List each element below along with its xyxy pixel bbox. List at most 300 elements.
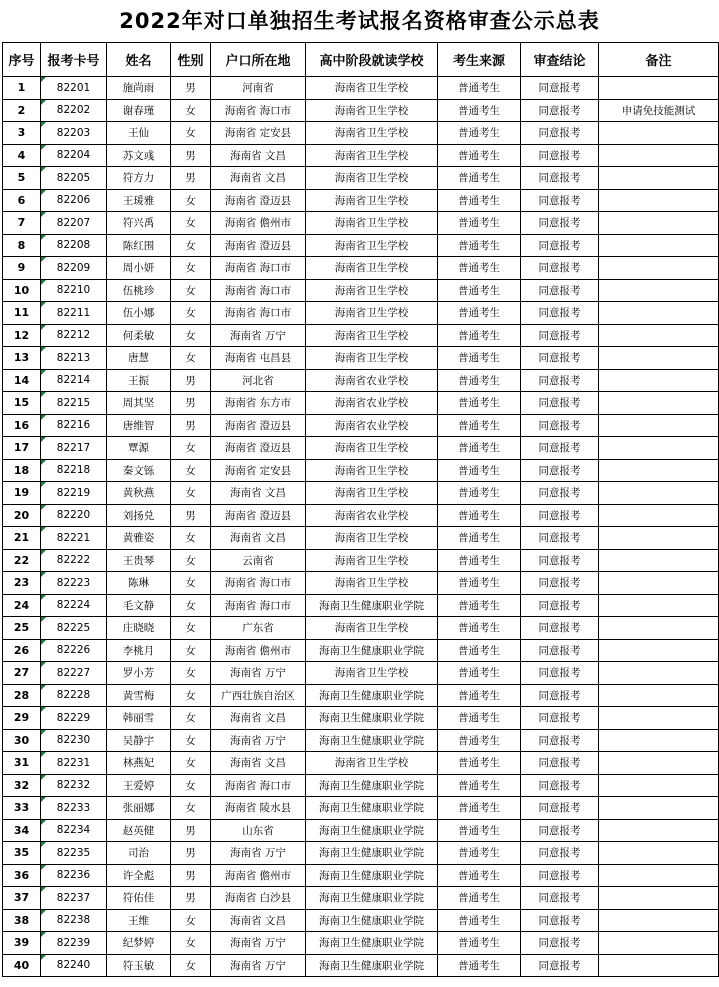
- cell-name: 符兴禹: [107, 212, 171, 235]
- cell-seq: 12: [3, 324, 41, 347]
- cell-school: 海南省卫生学校: [306, 279, 438, 302]
- cell-name: 符佑佳: [107, 887, 171, 910]
- cell-residence: 海南省 定安县: [211, 122, 306, 145]
- cell-residence: 河北省: [211, 369, 306, 392]
- cell-card-no: 82213: [41, 347, 107, 370]
- cell-result: 同意报考: [521, 819, 599, 842]
- cell-card-no: 82219: [41, 482, 107, 505]
- cell-card-no: 82215: [41, 392, 107, 415]
- cell-source: 普通考生: [438, 99, 521, 122]
- cell-gender: 女: [171, 909, 211, 932]
- cell-residence: 海南省 海口市: [211, 99, 306, 122]
- cell-source: 普通考生: [438, 459, 521, 482]
- cell-note: [599, 437, 719, 460]
- cell-name: 黄雅姿: [107, 527, 171, 550]
- cell-gender: 女: [171, 324, 211, 347]
- table-row: [3, 639, 719, 662]
- cell-school: 海南卫生健康职业学院: [306, 842, 438, 865]
- cell-gender: 女: [171, 234, 211, 257]
- table-row: [3, 122, 719, 145]
- cell-result: 同意报考: [521, 527, 599, 550]
- cell-card-no: 82239: [41, 932, 107, 955]
- cell-residence: 广东省: [211, 617, 306, 640]
- cell-name: 施尚雨: [107, 77, 171, 100]
- table-row: [3, 527, 719, 550]
- cell-gender: 女: [171, 932, 211, 955]
- table-row: [3, 774, 719, 797]
- table-row: [3, 594, 719, 617]
- cell-name: 纪梦婷: [107, 932, 171, 955]
- cell-name: 伍小娜: [107, 302, 171, 325]
- cell-card-no: 82206: [41, 189, 107, 212]
- cell-gender: 男: [171, 144, 211, 167]
- cell-card-no: 82202: [41, 99, 107, 122]
- cell-school: 海南省卫生学校: [306, 752, 438, 775]
- cell-card-no: 82233: [41, 797, 107, 820]
- cell-school: 海南省卫生学校: [306, 302, 438, 325]
- cell-name: 谢春瑾: [107, 99, 171, 122]
- cell-residence: 海南省 万宁: [211, 954, 306, 977]
- cell-card-no: 82217: [41, 437, 107, 460]
- cell-note: [599, 234, 719, 257]
- header-row: [3, 43, 719, 77]
- cell-residence: 海南省 海口市: [211, 302, 306, 325]
- cell-seq: 34: [3, 819, 41, 842]
- cell-gender: 女: [171, 122, 211, 145]
- cell-source: 普通考生: [438, 189, 521, 212]
- cell-name: 苏文彧: [107, 144, 171, 167]
- cell-note: [599, 752, 719, 775]
- cell-residence: 海南省 陵水县: [211, 797, 306, 820]
- cell-school: 海南省卫生学校: [306, 437, 438, 460]
- cell-gender: 男: [171, 77, 211, 100]
- cell-source: 普通考生: [438, 887, 521, 910]
- table-row: [3, 347, 719, 370]
- cell-gender: 女: [171, 729, 211, 752]
- cell-card-no: 82230: [41, 729, 107, 752]
- cell-seq: 2: [3, 99, 41, 122]
- cell-name: 庄晓晓: [107, 617, 171, 640]
- cell-name: 王爱婷: [107, 774, 171, 797]
- cell-source: 普通考生: [438, 437, 521, 460]
- cell-card-no: 82204: [41, 144, 107, 167]
- cell-gender: 男: [171, 392, 211, 415]
- cell-seq: 7: [3, 212, 41, 235]
- cell-gender: 男: [171, 842, 211, 865]
- table-row: [3, 144, 719, 167]
- cell-seq: 40: [3, 954, 41, 977]
- cell-result: 同意报考: [521, 594, 599, 617]
- cell-school: 海南卫生健康职业学院: [306, 729, 438, 752]
- cell-result: 同意报考: [521, 549, 599, 572]
- cell-residence: 海南省 文昌: [211, 527, 306, 550]
- cell-gender: 女: [171, 347, 211, 370]
- cell-gender: 女: [171, 302, 211, 325]
- cell-seq: 1: [3, 77, 41, 100]
- cell-source: 普通考生: [438, 482, 521, 505]
- cell-seq: 16: [3, 414, 41, 437]
- table-row: [3, 752, 719, 775]
- cell-card-no: 82228: [41, 684, 107, 707]
- cell-name: 何柔敏: [107, 324, 171, 347]
- cell-note: [599, 617, 719, 640]
- cell-gender: 女: [171, 639, 211, 662]
- cell-gender: 女: [171, 707, 211, 730]
- cell-school: 海南省卫生学校: [306, 122, 438, 145]
- cell-card-no: 82221: [41, 527, 107, 550]
- cell-note: [599, 212, 719, 235]
- table-row: [3, 932, 719, 955]
- table-row: [3, 549, 719, 572]
- cell-note: [599, 279, 719, 302]
- cell-source: 普通考生: [438, 932, 521, 955]
- cell-school: 海南省卫生学校: [306, 212, 438, 235]
- cell-gender: 女: [171, 212, 211, 235]
- cell-seq: 27: [3, 662, 41, 685]
- cell-note: [599, 932, 719, 955]
- cell-residence: 海南省 文昌: [211, 707, 306, 730]
- cell-source: 普通考生: [438, 684, 521, 707]
- table-row: [3, 392, 719, 415]
- cell-gender: 男: [171, 369, 211, 392]
- cell-note: [599, 797, 719, 820]
- table-row: [3, 909, 719, 932]
- table-row: [3, 707, 719, 730]
- cell-result: 同意报考: [521, 639, 599, 662]
- cell-name: 周小妍: [107, 257, 171, 280]
- cell-card-no: 82207: [41, 212, 107, 235]
- cell-result: 同意报考: [521, 99, 599, 122]
- cell-source: 普通考生: [438, 504, 521, 527]
- cell-residence: 海南省 东方市: [211, 392, 306, 415]
- table-row: [3, 864, 719, 887]
- cell-note: [599, 144, 719, 167]
- cell-residence: 海南省 海口市: [211, 572, 306, 595]
- header-result: 审查结论: [521, 43, 599, 77]
- cell-residence: 海南省 海口市: [211, 594, 306, 617]
- cell-name: 许全彪: [107, 864, 171, 887]
- cell-note: [599, 414, 719, 437]
- cell-card-no: 82216: [41, 414, 107, 437]
- cell-gender: 女: [171, 459, 211, 482]
- cell-gender: 女: [171, 549, 211, 572]
- cell-school: 海南省卫生学校: [306, 617, 438, 640]
- cell-note: [599, 257, 719, 280]
- cell-source: 普通考生: [438, 954, 521, 977]
- cell-result: 同意报考: [521, 369, 599, 392]
- cell-residence: 海南省 澄迈县: [211, 234, 306, 257]
- table-row: [3, 414, 719, 437]
- table-row: [3, 257, 719, 280]
- cell-source: 普通考生: [438, 662, 521, 685]
- cell-note: [599, 909, 719, 932]
- cell-gender: 男: [171, 167, 211, 190]
- table-row: [3, 662, 719, 685]
- cell-school: 海南省卫生学校: [306, 459, 438, 482]
- cell-note: [599, 549, 719, 572]
- cell-name: 吴静宇: [107, 729, 171, 752]
- cell-source: 普通考生: [438, 167, 521, 190]
- cell-school: 海南省卫生学校: [306, 662, 438, 685]
- table-row: [3, 459, 719, 482]
- cell-school: 海南卫生健康职业学院: [306, 819, 438, 842]
- cell-name: 王维: [107, 909, 171, 932]
- cell-name: 周其坚: [107, 392, 171, 415]
- cell-seq: 31: [3, 752, 41, 775]
- cell-seq: 23: [3, 572, 41, 595]
- cell-card-no: 82210: [41, 279, 107, 302]
- cell-card-no: 82224: [41, 594, 107, 617]
- cell-card-no: 82229: [41, 707, 107, 730]
- cell-seq: 19: [3, 482, 41, 505]
- cell-name: 司治: [107, 842, 171, 865]
- cell-note: [599, 842, 719, 865]
- cell-school: 海南省卫生学校: [306, 234, 438, 257]
- cell-name: 符玉敏: [107, 954, 171, 977]
- cell-gender: 女: [171, 257, 211, 280]
- cell-card-no: 82201: [41, 77, 107, 100]
- cell-residence: 海南省 儋州市: [211, 864, 306, 887]
- cell-gender: 女: [171, 99, 211, 122]
- cell-result: 同意报考: [521, 257, 599, 280]
- cell-residence: 海南省 万宁: [211, 842, 306, 865]
- cell-source: 普通考生: [438, 572, 521, 595]
- cell-residence: 海南省 屯昌县: [211, 347, 306, 370]
- cell-gender: 女: [171, 594, 211, 617]
- cell-note: [599, 459, 719, 482]
- cell-source: 普通考生: [438, 819, 521, 842]
- table-row: [3, 954, 719, 977]
- cell-seq: 26: [3, 639, 41, 662]
- cell-result: 同意报考: [521, 77, 599, 100]
- table-row: [3, 279, 719, 302]
- cell-school: 海南省卫生学校: [306, 144, 438, 167]
- cell-card-no: 82203: [41, 122, 107, 145]
- cell-note: [599, 774, 719, 797]
- cell-name: 王振: [107, 369, 171, 392]
- cell-result: 同意报考: [521, 774, 599, 797]
- cell-seq: 29: [3, 707, 41, 730]
- cell-result: 同意报考: [521, 954, 599, 977]
- cell-note: [599, 369, 719, 392]
- cell-seq: 24: [3, 594, 41, 617]
- cell-residence: 海南省 万宁: [211, 324, 306, 347]
- cell-residence: 河南省: [211, 77, 306, 100]
- cell-name: 王贵琴: [107, 549, 171, 572]
- cell-school: 海南卫生健康职业学院: [306, 954, 438, 977]
- cell-seq: 20: [3, 504, 41, 527]
- cell-seq: 11: [3, 302, 41, 325]
- cell-seq: 18: [3, 459, 41, 482]
- cell-name: 韩丽雪: [107, 707, 171, 730]
- cell-residence: 海南省 定安县: [211, 459, 306, 482]
- cell-card-no: 82220: [41, 504, 107, 527]
- cell-source: 普通考生: [438, 729, 521, 752]
- cell-residence: 海南省 澄迈县: [211, 504, 306, 527]
- cell-school: 海南省卫生学校: [306, 167, 438, 190]
- cell-gender: 女: [171, 437, 211, 460]
- cell-result: 同意报考: [521, 572, 599, 595]
- cell-note: [599, 189, 719, 212]
- cell-result: 同意报考: [521, 144, 599, 167]
- cell-result: 同意报考: [521, 189, 599, 212]
- cell-result: 同意报考: [521, 414, 599, 437]
- cell-school: 海南省卫生学校: [306, 189, 438, 212]
- cell-source: 普通考生: [438, 369, 521, 392]
- table-row: [3, 797, 719, 820]
- cell-card-no: 82235: [41, 842, 107, 865]
- cell-seq: 37: [3, 887, 41, 910]
- cell-result: 同意报考: [521, 752, 599, 775]
- cell-card-no: 82231: [41, 752, 107, 775]
- cell-seq: 36: [3, 864, 41, 887]
- table-row: [3, 437, 719, 460]
- cell-note: [599, 887, 719, 910]
- cell-school: 海南省卫生学校: [306, 324, 438, 347]
- cell-source: 普通考生: [438, 212, 521, 235]
- cell-school: 海南省卫生学校: [306, 347, 438, 370]
- cell-residence: 广西壮族自治区: [211, 684, 306, 707]
- table-row: [3, 167, 719, 190]
- cell-source: 普通考生: [438, 774, 521, 797]
- cell-residence: 海南省 儋州市: [211, 639, 306, 662]
- cell-note: [599, 639, 719, 662]
- cell-seq: 14: [3, 369, 41, 392]
- cell-gender: 男: [171, 504, 211, 527]
- cell-residence: 海南省 文昌: [211, 752, 306, 775]
- cell-card-no: 82227: [41, 662, 107, 685]
- cell-result: 同意报考: [521, 482, 599, 505]
- cell-note: [599, 527, 719, 550]
- cell-result: 同意报考: [521, 909, 599, 932]
- cell-name: 黄秋燕: [107, 482, 171, 505]
- cell-name: 秦文铄: [107, 459, 171, 482]
- cell-note: [599, 167, 719, 190]
- cell-note: [599, 729, 719, 752]
- cell-source: 普通考生: [438, 347, 521, 370]
- cell-result: 同意报考: [521, 864, 599, 887]
- cell-name: 陈琳: [107, 572, 171, 595]
- cell-result: 同意报考: [521, 617, 599, 640]
- cell-seq: 6: [3, 189, 41, 212]
- cell-gender: 男: [171, 864, 211, 887]
- cell-source: 普通考生: [438, 909, 521, 932]
- cell-note: [599, 864, 719, 887]
- cell-card-no: 82234: [41, 819, 107, 842]
- cell-source: 普通考生: [438, 617, 521, 640]
- table-row: [3, 617, 719, 640]
- cell-result: 同意报考: [521, 212, 599, 235]
- cell-source: 普通考生: [438, 797, 521, 820]
- cell-note: [599, 77, 719, 100]
- cell-name: 罗小芳: [107, 662, 171, 685]
- cell-result: 同意报考: [521, 842, 599, 865]
- cell-seq: 5: [3, 167, 41, 190]
- header-gender: 性别: [171, 43, 211, 77]
- cell-note: [599, 122, 719, 145]
- cell-note: 申请免技能测试: [599, 99, 719, 122]
- cell-card-no: 82226: [41, 639, 107, 662]
- table-row: [3, 887, 719, 910]
- cell-gender: 女: [171, 797, 211, 820]
- cell-result: 同意报考: [521, 797, 599, 820]
- cell-note: [599, 954, 719, 977]
- cell-seq: 4: [3, 144, 41, 167]
- header-name: 姓名: [107, 43, 171, 77]
- cell-name: 唐维智: [107, 414, 171, 437]
- cell-source: 普通考生: [438, 144, 521, 167]
- cell-note: [599, 594, 719, 617]
- cell-seq: 30: [3, 729, 41, 752]
- cell-gender: 女: [171, 662, 211, 685]
- page-title: 2022年对口单独招生考试报名资格审查公示总表: [119, 9, 600, 33]
- cell-residence: 海南省 海口市: [211, 774, 306, 797]
- cell-name: 伍桃珍: [107, 279, 171, 302]
- cell-source: 普通考生: [438, 864, 521, 887]
- table-row: [3, 369, 719, 392]
- cell-school: 海南卫生健康职业学院: [306, 932, 438, 955]
- cell-card-no: 82237: [41, 887, 107, 910]
- cell-seq: 39: [3, 932, 41, 955]
- cell-source: 普通考生: [438, 527, 521, 550]
- cell-residence: 海南省 海口市: [211, 257, 306, 280]
- cell-school: 海南省卫生学校: [306, 99, 438, 122]
- cell-gender: 男: [171, 819, 211, 842]
- cell-name: 陈红围: [107, 234, 171, 257]
- table-body: [3, 77, 719, 977]
- cell-school: 海南卫生健康职业学院: [306, 887, 438, 910]
- cell-result: 同意报考: [521, 707, 599, 730]
- table-row: [3, 77, 719, 100]
- table-row: [3, 819, 719, 842]
- cell-name: 王仙: [107, 122, 171, 145]
- cell-school: 海南卫生健康职业学院: [306, 774, 438, 797]
- cell-card-no: 82238: [41, 909, 107, 932]
- cell-note: [599, 324, 719, 347]
- cell-source: 普通考生: [438, 279, 521, 302]
- cell-source: 普通考生: [438, 324, 521, 347]
- cell-seq: 38: [3, 909, 41, 932]
- cell-gender: 女: [171, 279, 211, 302]
- cell-residence: 山东省: [211, 819, 306, 842]
- cell-residence: 海南省 万宁: [211, 932, 306, 955]
- cell-seq: 10: [3, 279, 41, 302]
- cell-school: 海南省卫生学校: [306, 527, 438, 550]
- cell-gender: 女: [171, 954, 211, 977]
- cell-source: 普通考生: [438, 414, 521, 437]
- table-row: [3, 504, 719, 527]
- cell-card-no: 82218: [41, 459, 107, 482]
- cell-residence: 海南省 文昌: [211, 167, 306, 190]
- cell-name: 符方力: [107, 167, 171, 190]
- cell-card-no: 82240: [41, 954, 107, 977]
- cell-result: 同意报考: [521, 324, 599, 347]
- cell-result: 同意报考: [521, 729, 599, 752]
- cell-name: 赵英健: [107, 819, 171, 842]
- cell-note: [599, 504, 719, 527]
- cell-residence: 海南省 文昌: [211, 909, 306, 932]
- cell-gender: 女: [171, 189, 211, 212]
- cell-name: 林燕妃: [107, 752, 171, 775]
- cell-result: 同意报考: [521, 684, 599, 707]
- cell-source: 普通考生: [438, 752, 521, 775]
- cell-school: 海南省卫生学校: [306, 572, 438, 595]
- table-row: [3, 189, 719, 212]
- cell-note: [599, 684, 719, 707]
- cell-seq: 15: [3, 392, 41, 415]
- cell-name: 张丽娜: [107, 797, 171, 820]
- cell-school: 海南省农业学校: [306, 369, 438, 392]
